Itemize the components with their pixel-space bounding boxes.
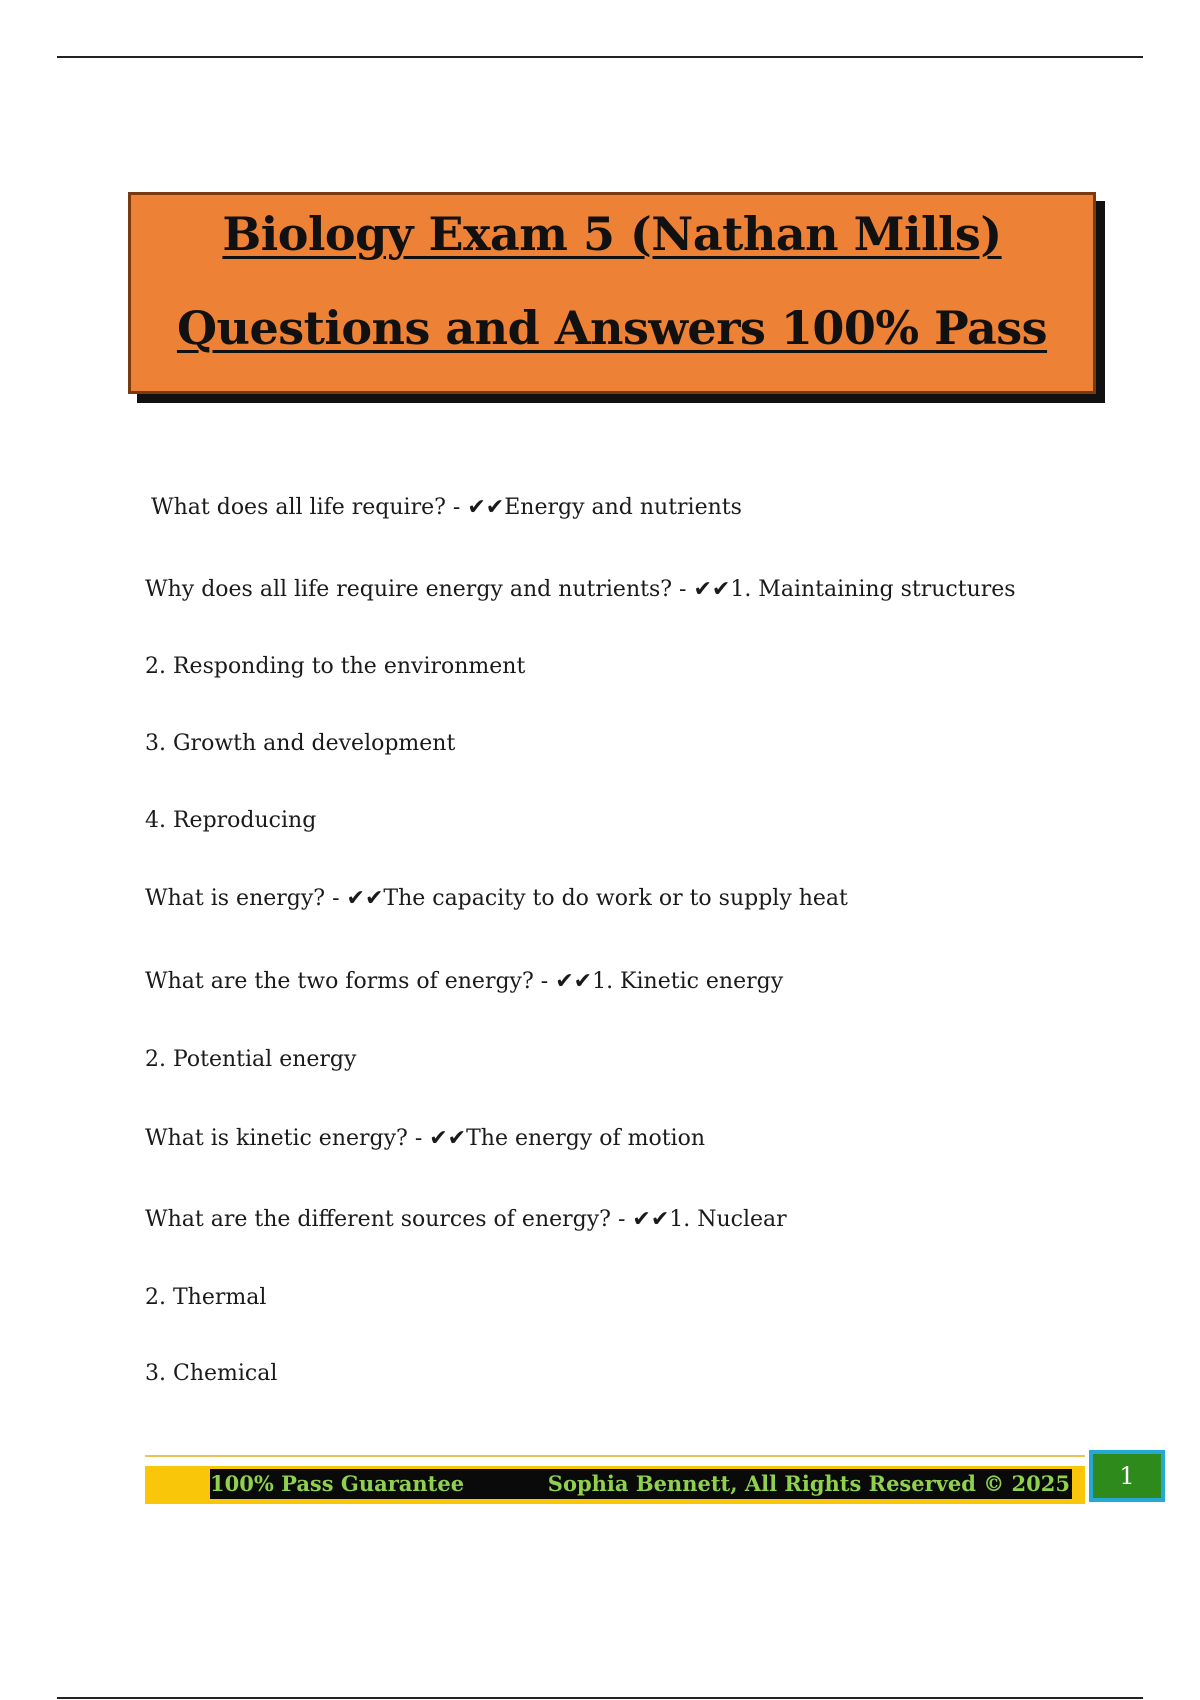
answer-text: The capacity to do work or to supply heat — [383, 886, 848, 911]
page-number: 1 — [1119, 1462, 1135, 1490]
answer-text: 2. Responding to the environment — [145, 654, 526, 679]
footer-bar — [145, 1466, 1085, 1504]
question-text: What are the different sources of energy? - — [145, 1207, 633, 1232]
answer-text: 4. Reproducing — [145, 808, 317, 833]
qa-line — [145, 1360, 277, 1388]
answer-text: The energy of motion — [466, 1126, 705, 1151]
question-text: Why does all life require energy and nutrients? - — [145, 577, 694, 602]
answer-text: 2. Thermal — [145, 1285, 267, 1310]
qa-line — [145, 1284, 266, 1312]
qa-line — [145, 807, 316, 835]
footer-divider — [145, 1455, 1085, 1457]
check-icon: ✔✔ — [693, 577, 731, 602]
qa-line — [145, 968, 783, 996]
check-icon: ✔✔ — [346, 886, 384, 911]
answer-text: 1. Kinetic energy — [592, 969, 784, 994]
check-icon: ✔✔ — [555, 969, 593, 994]
check-icon: ✔✔ — [467, 495, 505, 520]
answer-text: 3. Growth and development — [145, 731, 456, 756]
footer-left-text: 100% Pass Guarantee — [210, 1471, 465, 1496]
qa-line — [151, 494, 742, 522]
qa-line — [145, 1046, 356, 1074]
question-text: What does all life require? - — [151, 495, 468, 520]
question-text: What is energy? - — [145, 886, 347, 911]
answer-text: 3. Chemical — [145, 1361, 278, 1386]
question-text: What is kinetic energy? - — [145, 1126, 430, 1151]
answer-text: 2. Potential energy — [145, 1047, 357, 1072]
qa-line — [145, 653, 525, 681]
title-line-1: Biology Exam 5 (Nathan Mills) — [222, 207, 1002, 261]
answer-text: Energy and nutrients — [504, 495, 742, 520]
page-number-box — [1089, 1450, 1165, 1502]
bottom-rule — [57, 1697, 1143, 1699]
answer-text: 1. Maintaining structures — [730, 577, 1016, 602]
qa-line — [145, 1125, 705, 1153]
qa-line — [145, 1206, 787, 1234]
title-line-2: Questions and Answers 100% Pass — [176, 301, 1048, 355]
qa-line — [145, 730, 455, 758]
title-banner — [128, 192, 1096, 394]
check-icon: ✔✔ — [632, 1207, 670, 1232]
qa-line — [145, 885, 848, 913]
check-icon: ✔✔ — [429, 1126, 467, 1151]
footer-inner — [210, 1469, 1072, 1499]
qa-line — [145, 576, 1016, 604]
top-rule — [57, 56, 1143, 58]
answer-text: 1. Nuclear — [669, 1207, 787, 1232]
footer-copyright: Sophia Bennett, All Rights Reserved © 2025 — [547, 1471, 1070, 1496]
question-text: What are the two forms of energy? - — [145, 969, 556, 994]
